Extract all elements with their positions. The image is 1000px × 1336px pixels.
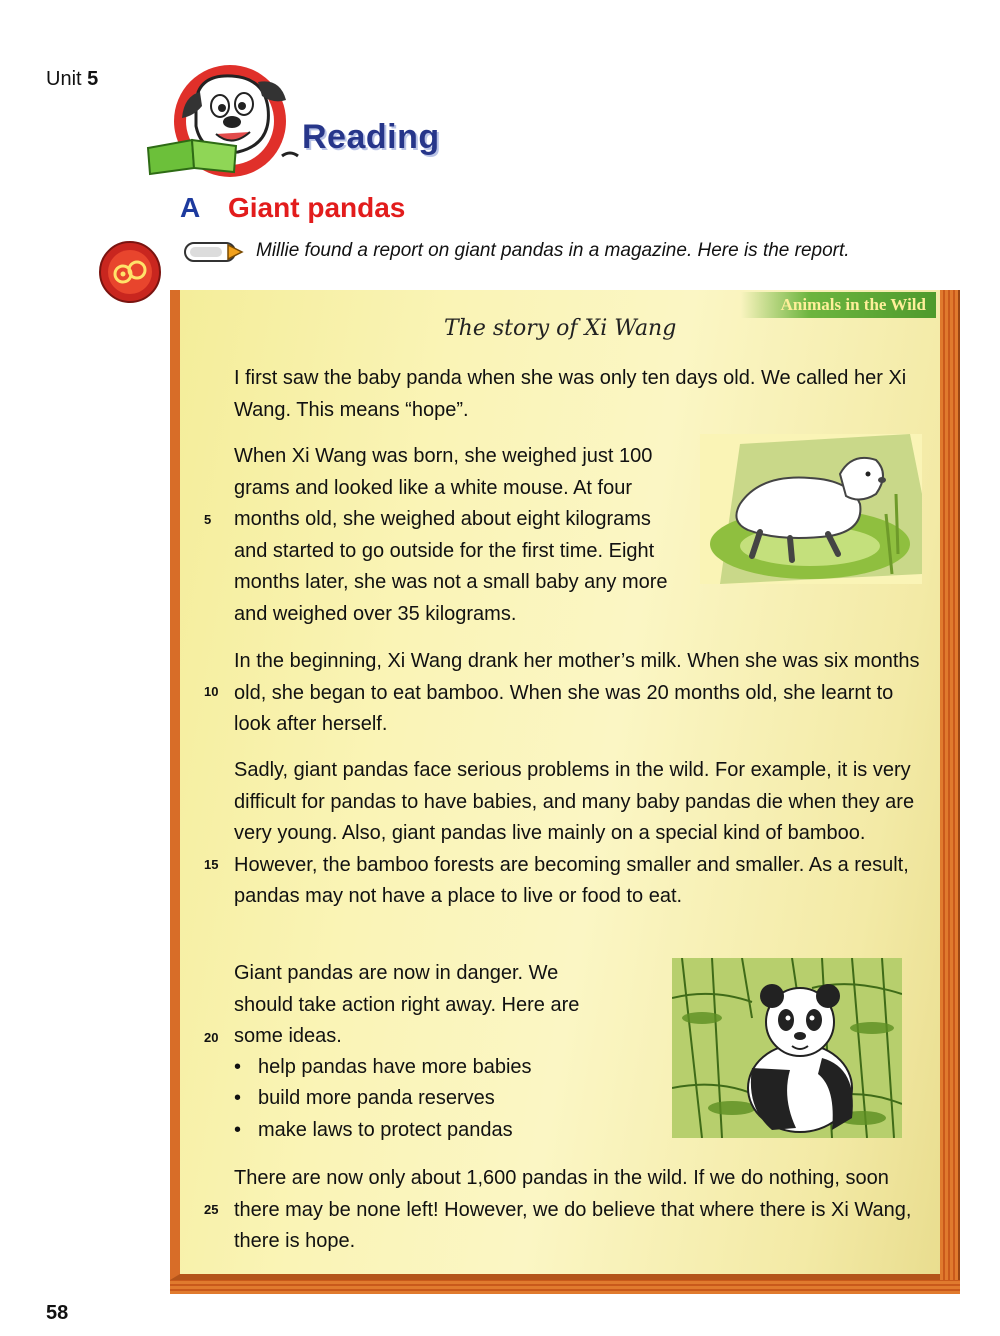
line-number-25: 25 (204, 1202, 219, 1217)
section-title: Reading (302, 118, 440, 156)
paragraph-2: When Xi Wang was born, she weighed just 100 grams and looked like a white mouse. At four months old, she weighed about eight kilograms and started to go outside for the first time. Eight months later, she was not a small baby any more and weighed over 35 kilograms. (234, 445, 668, 625)
intro-text: Millie found a report on giant pandas in a magazine. Here is the report. (256, 240, 850, 261)
magazine-section-tag: Animals in the Wild (741, 292, 936, 318)
line-number-15: 15 (204, 857, 219, 872)
paragraph-3: In the beginning, Xi Wang drank her mother’s milk. When she was six months old, she began to eat bamboo. When she was 20 months old, she learnt to look after herself. (234, 650, 920, 735)
page-bottom-edge (170, 1280, 960, 1294)
line-number-20: 20 (204, 1030, 219, 1045)
paragraph-6: There are now only about 1,600 pandas in the wild. If we do nothing, soon there may be none left! However, we do believe that where there is Xi Wang, there is hope. (234, 1167, 912, 1252)
giant-panda-illustration-icon (672, 958, 902, 1138)
play-icon[interactable] (184, 241, 244, 263)
idea-item-3: • make laws to protect pandas (234, 1119, 513, 1141)
paragraph-1: I first saw the baby panda when she was only ten days old. We called her Xi Wang. This means “hope”. (234, 367, 907, 421)
idea-item-1: • help pandas have more babies (234, 1056, 532, 1078)
paragraph-4: Sadly, giant pandas face serious problems in the wild. For example, it is very difficult for pandas to have babies, and many baby pandas die when they are very young. Also, giant pandas live mainly on a special kind of bamboo. However, the bamboo forests are becoming smaller and smaller. As a result, pandas may not have a place to live or food to eat. (234, 759, 915, 907)
baby-panda-illustration-icon (700, 434, 922, 584)
section-heading: Giant pandas (228, 192, 406, 223)
idea-item-2: • build more panda reserves (234, 1087, 495, 1109)
line-number-5: 5 (204, 512, 212, 527)
section-letter: A (180, 192, 201, 223)
unit-label: Unit 5 (46, 68, 99, 90)
story-title: The story of Xi Wang (444, 316, 677, 341)
line-number-10: 10 (204, 684, 219, 699)
cd-audio-icon[interactable] (98, 240, 162, 304)
paragraph-5: Giant pandas are now in danger. We should take action right away. Here are some ideas. (234, 962, 580, 1047)
page-edge (940, 290, 960, 1294)
page-number: 58 (46, 1302, 69, 1324)
